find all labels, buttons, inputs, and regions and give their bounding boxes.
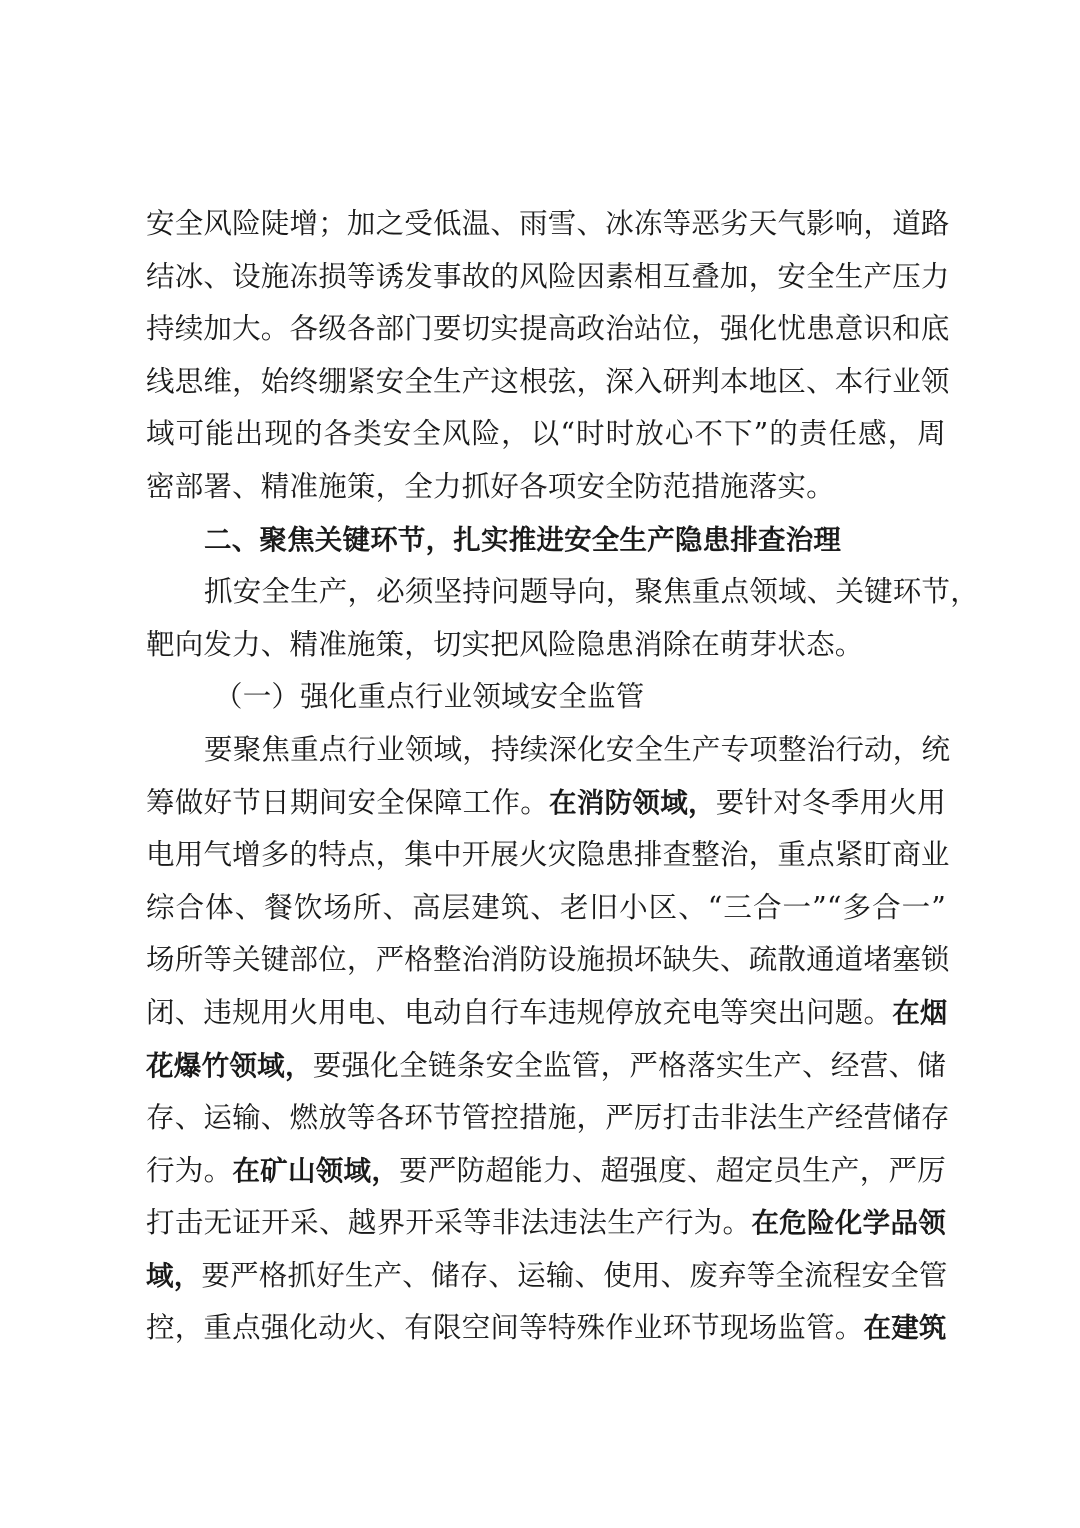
body-text-line [146,1197,946,1250]
body-text-line: 密部署、精准施策，全力抓好各项安全防范措施落实。 [146,469,835,503]
body-text-line: 综合体、餐饮场所、高层建筑、老旧小区、“三合一”“多合一” [146,890,946,924]
body-text-line [146,1302,946,1355]
text-run: 筹做好节日期间安全保障工作。 [146,785,550,819]
text-run: 闭、违规用火用电、电动自行车违规停放充电等突出问题。 [146,995,893,1029]
bold-lead-in: 域， [146,1259,202,1292]
body-text-line: 安全风险陡增；加之受低温、雨雪、冰冻等恶劣天气影响，道路 [146,207,950,240]
body-text-line: 抓安全生产，必须坚持问题导向，聚焦重点领域、关键环节， [204,575,979,609]
text-run: 控，重点强化动火、有限空间等特殊作业环节现场监管。 [146,1311,864,1345]
document-page [146,198,979,1355]
body-text-line: 域可能出现的各类安全风险，以“时时放心不下”的责任感，周 [146,417,946,451]
text-run: 打击无证开采、越界开采等非法违法生产行为。 [146,1206,752,1240]
body-text-line [146,1040,946,1093]
bold-lead-in: 在矿山领域， [232,1154,400,1187]
bold-lead-in: 在烟 [892,996,948,1029]
body-text-line: 电用气增多的特点，集中开展火灾隐患排查整治，重点紧盯商业 [146,838,950,872]
body-text-line: 线思维，始终绷紧安全生产这根弦，深入研判本地区、本行业领 [146,364,950,398]
body-text-line: 存、运输、燃放等各环节管控措施，严厉打击非法生产经营储存 [146,1101,950,1135]
text-run: 要强化全链条安全监管，严格落实生产、经营、储 [312,1048,946,1082]
text-run: 要严防超能力、超强度、超定员生产，严厉 [399,1153,946,1187]
body-text-line [146,1145,946,1198]
body-text-line: 要聚焦重点行业领域，持续深化安全生产专项整治行动，统 [204,732,951,766]
bold-lead-in: 花爆竹领域， [146,1049,313,1082]
bold-lead-in: 在消防领域， [549,786,716,819]
body-text-line [146,777,946,830]
text-run: 行为。 [146,1153,233,1187]
body-text-line: 场所等关键部位，严格整治消防设施损坏缺失、疏散通道堵塞锁 [146,943,950,977]
body-text-line [146,1250,946,1303]
body-text-line [146,987,946,1040]
section-heading: 二、聚焦关键环节，扎实推进安全生产隐患排查治理 [204,523,842,556]
body-text-line: 持续加大。各级各部门要切实提高政治站位，强化忧患意识和底 [146,312,950,346]
bold-lead-in: 在建筑 [863,1312,947,1345]
text-run: 要针对冬季用火用 [715,785,946,819]
text-run: 要严格抓好生产、储存、运输、使用、废弃等全流程安全管 [201,1258,948,1292]
body-text-line: 靶向发力、精准施策，切实把风险隐患消除在萌芽状态。 [146,627,864,661]
bold-lead-in: 在危险化学品领 [751,1207,946,1240]
body-text-line: 结冰、设施冻损等诱发事故的风险因素相互叠加，安全生产压力 [146,259,950,293]
subsection-heading: （一）强化重点行业领域安全监管 [214,680,645,714]
